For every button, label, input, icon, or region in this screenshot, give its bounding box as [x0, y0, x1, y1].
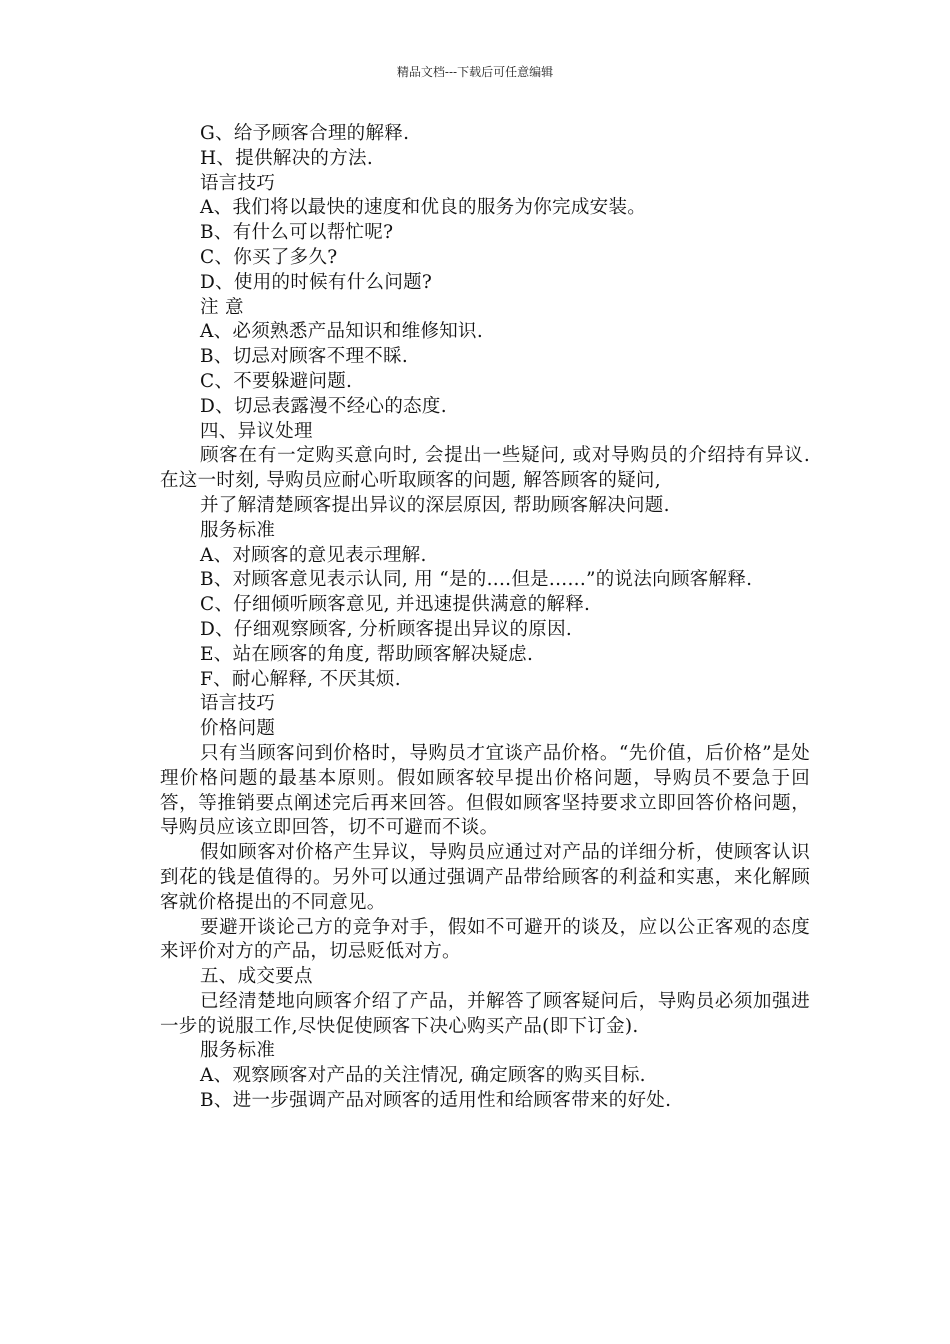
- list-item-b: B、进一步强调产品对顾客的适用性和给顾客带来的好处.: [200, 1090, 672, 1112]
- list-item-g: G、给予顾客合理的解释.: [200, 123, 410, 144]
- list-item-b: B、对顾客意见表示认同, 用 “是的....但是......”的说法向顾客解释.: [200, 569, 753, 591]
- section-heading-closing-points: 五、成交要点: [200, 966, 313, 988]
- section-heading-service-standards: 服务标准: [200, 1040, 276, 1062]
- list-item-a: A、我们将以最快的速度和优良的服务为你完成安装。: [200, 197, 647, 219]
- body-paragraph: 已经清楚地向顾客介绍了产品，并解答了顾客疑问后，导购员必须加强进一步的说服工作,尽快促使顾客下决心购买产品(即下订金).: [160, 990, 810, 1037]
- list-item-b: B、有什么可以帮忙呢?: [200, 222, 394, 244]
- section-heading-language-skills: 语言技巧: [200, 693, 276, 715]
- list-item-b: B、切忌对顾客不理不睬.: [200, 346, 409, 368]
- section-heading-language-skills: 语言技巧: [200, 172, 276, 194]
- body-paragraph: 假如顾客对价格产生异议，导购员应通过对产品的详细分析，使顾客认识到花的钱是值得的。另外可以通过强调产品带给顾客的利益和实惠，来化解顾客就价格提出的不同意见。: [160, 842, 810, 913]
- list-item-f: F、耐心解释, 不厌其烦.: [200, 668, 401, 690]
- list-item-a: A、观察顾客对产品的关注情况, 确定顾客的购买目标.: [200, 1065, 646, 1087]
- list-item-a: A、对顾客的意见表示理解.: [200, 544, 427, 566]
- section-heading-objection-handling: 四、异议处理: [200, 420, 313, 442]
- list-item-a: A、必须熟悉产品知识和维修知识.: [200, 321, 484, 343]
- list-item-h: H、提供解决的方法.: [200, 147, 374, 169]
- section-heading-service-standards: 服务标准: [200, 519, 276, 541]
- document-body: [160, 122, 810, 1114]
- body-paragraph: 只有当顾客问到价格时，导购员才宜谈产品价格。“先价值，后价格”是处理价格问题的最基本原则。假如顾客较早提出价格问题，导购员不要急于回答，等推销要点阐述完后再来回答。但假如顾客坚持要求立即回答价格问题，导购员应该立即回答，切不可避而不谈。: [160, 742, 810, 839]
- body-paragraph: 并了解清楚顾客提出异议的深层原因, 帮助顾客解决问题.: [200, 494, 670, 516]
- list-item-c: C、仔细倾听顾客意见, 并迅速提供满意的解释.: [200, 594, 591, 616]
- section-heading-notes: 注 意: [200, 296, 244, 318]
- page-header: 精品文档---下载后可任意编辑: [396, 65, 554, 79]
- list-item-d: D、仔细观察顾客, 分析顾客提出异议的原因.: [200, 618, 573, 640]
- body-paragraph: 要避开谈论己方的竞争对手，假如不可避开的谈及，应以公正客观的态度来评价对方的产品，切忌贬低对方。: [160, 916, 810, 963]
- list-item-d: D、切忌表露漫不经心的态度.: [200, 395, 447, 417]
- list-item-e: E、站在顾客的角度, 帮助顾客解决疑虑.: [200, 643, 534, 665]
- body-paragraph: 顾客在有一定购买意向时, 会提出一些疑问, 或对导购员的介绍持有异议. 在这一时刻, 导购员应耐心听取顾客的问题, 解答顾客的疑问,: [160, 445, 810, 492]
- list-item-d: D、使用的时候有什么问题?: [200, 271, 433, 293]
- list-item-c: C、你买了多久?: [200, 246, 338, 268]
- section-heading-price-issues: 价格问题: [200, 718, 276, 740]
- list-item-c: C、不要躲避问题.: [200, 370, 353, 392]
